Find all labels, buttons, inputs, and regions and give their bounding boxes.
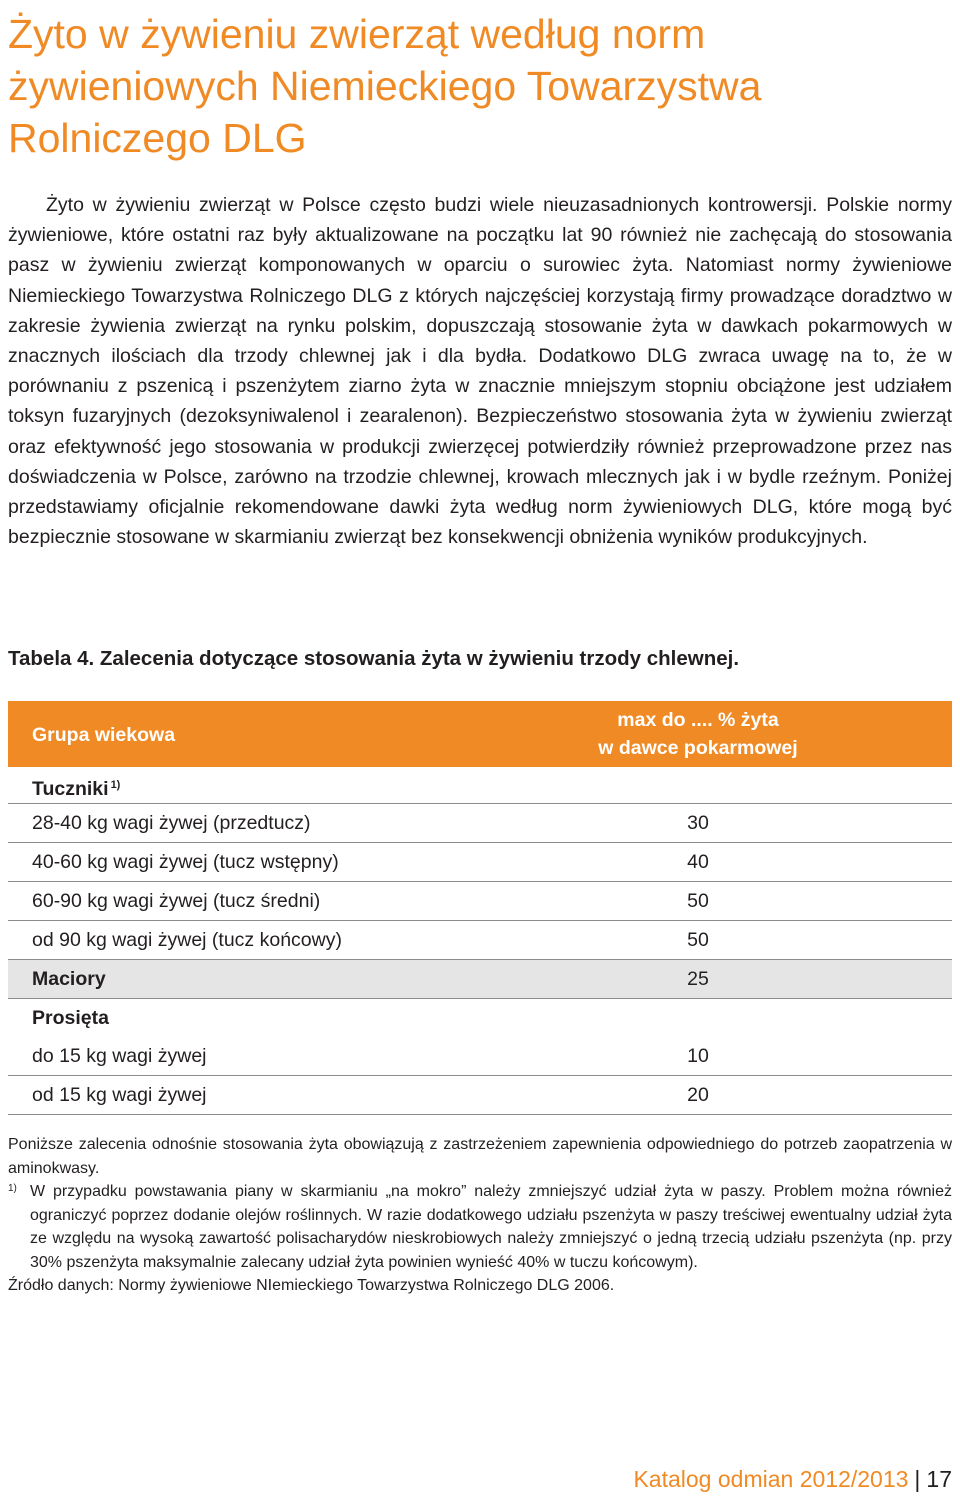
row-label: do 15 kg wagi żywej [32,1045,207,1067]
catalog-name: Katalog odmian 2012/2013 [633,1466,909,1492]
row-value: 50 [687,929,709,951]
row-label: od 90 kg wagi żywej (tucz końcowy) [32,929,342,951]
table-row [8,804,952,843]
row-value: 10 [687,1045,709,1067]
footnote-text: W przypadku powstawania piany w skarmianiu „na mokro” należy zmniejszyć udział żyta w paszy. Problem można również ograniczyć poprzez dodanie olejów roślinnych. W razie dodatkowego udziału pszenżyta w paszy treściwej ewentualny udział żyta ze względu na wysoką zawartość polisacharydów nieskrobiowych należy zmniejszyć o jedną trzecią udziału pszenżyta (np. przy 30% pszenżyta maksymalnie zalecany udział żyta powinien wynieść 40% w tuczu końcowym). [30,1183,952,1271]
row-value: 40 [687,851,709,873]
row-value: 50 [687,890,709,912]
table-title: Tabela 4. Zalecenia dotyczące stosowania żyta w żywieniu trzody chlewnej. [8,647,740,670]
row-value: 25 [687,968,709,990]
table-row [8,843,952,882]
row-label: 28-40 kg wagi żywej (przedtucz) [32,812,311,834]
table-row [8,882,952,921]
section-row-tuczniki [8,767,952,804]
rye-recommendation-table [8,701,952,1115]
intro-paragraph: Żyto w żywieniu zwierząt w Polsce często budzi wiele nieuzasadnionych kontrowersji. Polskie normy żywieniowe, które ostatni raz były aktualizowane na początku lat 90 również nie zachęcają do stosowania pasz w żywieniu zwierząt komponowanych w oparciu o surowiec żyta. Natomiast normy żywieniowe Niemieckiego Towarzystwa Rolniczego DLG z których najczęściej korzystają firmy prowadzące doradztwo w zakresie żywienia zwierząt na rynku polskim, dopuszczają stosowanie żyta w dawkach pokarmowych w znacznych ilościach dla trzody chlewnej jak i dla bydła. Dodatkowo DLG zwraca uwagę na to, że w porównaniu z pszenicą i pszenżytem ziarno żyta w znacznie mniejszym stopniu obciążone jest udziałem toksyn fuzaryjnych (dezoksyniwalenol i zearalenon). Bezpieczeństwo stosowania żyta w żywieniu zwierząt oraz efektywność jego stosowania w produkcji zwierzęcej potwierdziły również przeprowadzone przez nas doświadczenia w Polsce, zarówno na trzodzie chlewnej, krowach mlecznych jak i w bydle rzeźnym. Poniżej przedstawiamy oficjalnie rekomendowane dawki żyta według norm żywieniowych DLG, które mogą być bezpiecznie stosowane w skarmianiu zwierząt bez konsekwencji obniżenia wyników produkcyjnych. [8,194,952,549]
section-row-prosieta [8,999,952,1037]
table-notes [8,1133,952,1298]
table-row [8,921,952,960]
page-number: 17 [926,1466,952,1492]
header-max-percent [568,706,828,762]
header-max-percent-line1: max do .... % żyta [617,709,779,731]
row-value: 30 [687,812,709,834]
section-label: Maciory [32,968,106,990]
table-header [8,701,952,767]
page-footer [633,1464,952,1494]
general-note: Poniższe zalecenia odnośnie stosowania żyta obowiązują z zastrzeżeniem zapewnienia odpowiedniego do potrzeb zaopatrzenia w aminokwasy. [8,1136,952,1177]
row-value: 20 [687,1084,709,1106]
footnote-mark: 1) [8,1183,17,1194]
row-label: 40-60 kg wagi żywej (tucz wstępny) [32,851,339,873]
row-label: od 15 kg wagi żywej [32,1084,207,1106]
footnote [8,1180,952,1274]
section-row-maciory [8,960,952,999]
section-label: Prosięta [32,1007,109,1029]
footnote-ref: 1) [110,779,121,791]
source-note: Źródło danych: Normy żywieniowe NIemieckiego Towarzystwa Rolniczego DLG 2006. [8,1277,615,1294]
section-label: Tuczniki $^{1)}$ [32,778,121,800]
header-max-percent-line2: w dawce pokarmowej [598,737,798,759]
page-title: Żyto w żywieniu zwierząt według norm żywieniowych Niemieckiego Towarzystwa Rolniczego DLG [8,11,762,161]
row-label: 60-90 kg wagi żywej (tucz średni) [32,890,321,912]
table-row [8,1037,952,1076]
table-row [8,1076,952,1115]
footer-separator: | [914,1466,921,1492]
header-age-group: Grupa wiekowa [32,724,176,746]
